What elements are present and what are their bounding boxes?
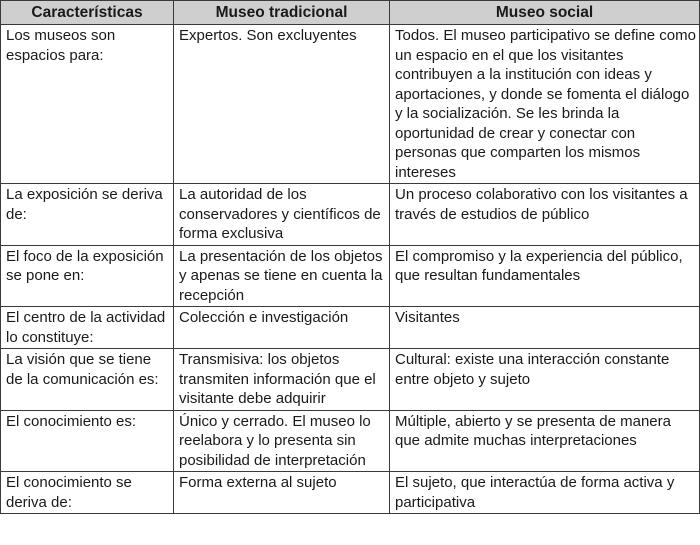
cell-tradicional: Colección e investigación (174, 307, 390, 349)
cell-caracteristica: La visión que se tiene de la comunicación es: (1, 349, 174, 411)
cell-tradicional: Transmisiva: los objetos transmiten información que el visitante debe adquirir (174, 349, 390, 411)
table-row (1, 472, 700, 514)
cell-social: Todos. El museo participativo se define como un espacio en el que los visitantes contribuyen a la institución con ideas y aportaciones, y donde se fomenta el diálogo y la socialización. Se les brinda la oportunidad de crear y conectar con personas que comparten los mismos intereses (390, 25, 700, 184)
cell-tradicional: Expertos. Son excluyentes (174, 25, 390, 184)
header-caracteristicas: Características (1, 1, 174, 25)
cell-caracteristica: El conocimiento se deriva de: (1, 472, 174, 514)
cell-social: El compromiso y la experiencia del público, que resultan fundamentales (390, 245, 700, 307)
table-row (1, 245, 700, 307)
cell-tradicional: Único y cerrado. El museo lo reelabora y lo presenta sin posibilidad de interpretación (174, 410, 390, 472)
cell-social: Un proceso colaborativo con los visitantes a través de estudios de público (390, 184, 700, 246)
cell-caracteristica: El foco de la exposición se pone en: (1, 245, 174, 307)
cell-caracteristica: La exposición se deriva de: (1, 184, 174, 246)
header-museo-tradicional: Museo tradicional (174, 1, 390, 25)
table-row (1, 307, 700, 349)
cell-social: Cultural: existe una interacción constante entre objeto y sujeto (390, 349, 700, 411)
table-row (1, 25, 700, 184)
table-row (1, 184, 700, 246)
cell-tradicional: La autoridad de los conservadores y científicos de forma exclusiva (174, 184, 390, 246)
cell-tradicional: La presentación de los objetos y apenas se tiene en cuenta la recepción (174, 245, 390, 307)
cell-caracteristica: El centro de la actividad lo constituye: (1, 307, 174, 349)
cell-caracteristica: Los museos son espacios para: (1, 25, 174, 184)
table-row (1, 410, 700, 472)
cell-caracteristica: El conocimiento es: (1, 410, 174, 472)
cell-social: Visitantes (390, 307, 700, 349)
cell-tradicional: Forma externa al sujeto (174, 472, 390, 514)
cell-social: Múltiple, abierto y se presenta de manera que admite muchas interpretaciones (390, 410, 700, 472)
table-header-row (1, 1, 700, 25)
table-row (1, 349, 700, 411)
header-museo-social: Museo social (390, 1, 700, 25)
cell-social: El sujeto, que interactúa de forma activa y participativa (390, 472, 700, 514)
